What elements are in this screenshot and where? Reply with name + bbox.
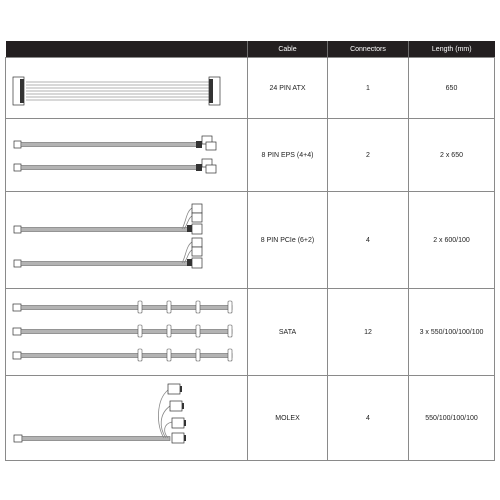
connector-count: 1	[328, 58, 409, 119]
header-image	[6, 41, 248, 58]
table-row	[6, 119, 495, 192]
table-row	[6, 192, 495, 289]
cable-length: 2 x 650	[409, 119, 495, 192]
cable-name: 24 PIN ATX	[248, 58, 328, 119]
cable-length: 650	[409, 58, 495, 119]
molex-cable-icon	[6, 376, 248, 460]
pcie-cable-icon	[6, 192, 248, 288]
connector-count: 2	[328, 119, 409, 192]
cable-length: 2 x 600/100	[409, 192, 495, 289]
sata-cable-icon	[6, 289, 248, 375]
cable-name: SATA	[248, 289, 328, 376]
cable-image-cell	[6, 289, 248, 376]
connector-count: 4	[328, 192, 409, 289]
table-row	[6, 58, 495, 119]
cable-spec-table	[5, 41, 495, 461]
cable-name: 8 PIN PCIe (6+2)	[248, 192, 328, 289]
cable-image-cell	[6, 58, 248, 119]
connector-count: 4	[328, 376, 409, 461]
header-length: Length (mm)	[409, 41, 495, 58]
atx-cable-icon	[6, 58, 248, 118]
table-header-row	[6, 41, 495, 58]
table-row	[6, 376, 495, 461]
header-cable: Cable	[248, 41, 328, 58]
cable-length: 3 x 550/100/100/100	[409, 289, 495, 376]
cable-name: MOLEX	[248, 376, 328, 461]
connector-count: 12	[328, 289, 409, 376]
cable-image-cell	[6, 119, 248, 192]
cable-length: 550/100/100/100	[409, 376, 495, 461]
cable-image-cell	[6, 192, 248, 289]
eps-cable-icon	[6, 119, 248, 191]
header-connectors: Connectors	[328, 41, 409, 58]
table-row	[6, 289, 495, 376]
cable-image-cell	[6, 376, 248, 461]
cable-name: 8 PIN EPS (4+4)	[248, 119, 328, 192]
